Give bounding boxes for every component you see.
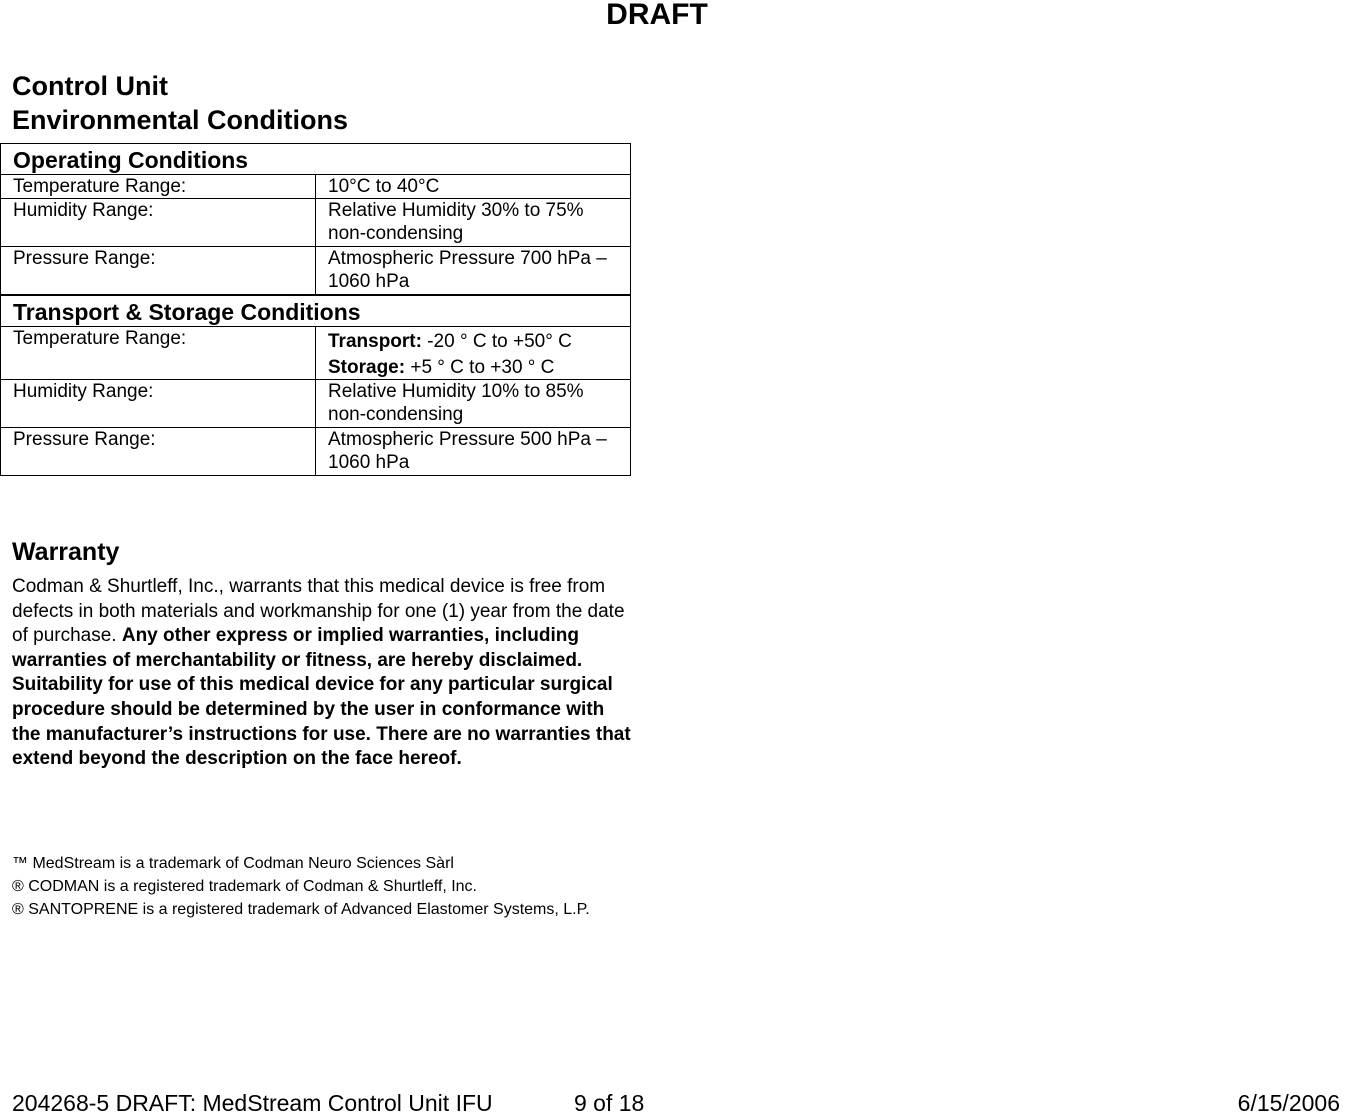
storage-label: Storage: xyxy=(328,357,406,378)
trademark-medstream: ™ MedStream is a trademark of Codman Neuro Sciences Sàrl xyxy=(12,855,454,872)
table-row xyxy=(1,327,631,380)
storage-value: +5 ° C to +30 ° C xyxy=(405,357,555,378)
page-title-control-unit: Control Unit xyxy=(12,71,168,101)
transport-humidity-value: Relative Humidity 10% to 85% non-condensing xyxy=(316,380,631,428)
operating-temperature-value: 10°C to 40°C xyxy=(316,175,631,199)
draft-header: DRAFT xyxy=(606,0,708,31)
transport-line xyxy=(328,330,618,353)
table-row xyxy=(1,199,631,247)
operating-temperature-label: Temperature Range: xyxy=(1,175,316,199)
transport-temperature-value xyxy=(316,327,631,380)
environmental-conditions-table xyxy=(0,143,631,476)
transport-pressure-value: Atmospheric Pressure 500 hPa – 1060 hPa xyxy=(316,428,631,476)
transport-label: Transport: xyxy=(328,331,422,352)
warranty-text xyxy=(12,575,632,772)
warranty-intro: Codman & Shurtleff, Inc., warrants that this medical device is free from defects in both materials and workmanship for one (1) year from the date of purchase. xyxy=(12,576,625,647)
transport-temperature-label: Temperature Range: xyxy=(1,327,316,380)
footer-date: 6/15/2006 xyxy=(1237,1090,1340,1116)
table-row xyxy=(1,247,631,296)
footer-document-id: 204268-5 DRAFT: MedStream Control Unit IFU xyxy=(12,1090,493,1116)
transport-pressure-label: Pressure Range: xyxy=(1,428,316,476)
trademark-santoprene: ® SANTOPRENE is a registered trademark of Advanced Elastomer Systems, L.P. xyxy=(12,901,590,918)
transport-humidity-label: Humidity Range: xyxy=(1,380,316,428)
transport-heading-row xyxy=(1,295,631,327)
warranty-heading: Warranty xyxy=(12,538,120,566)
table-row xyxy=(1,380,631,428)
operating-humidity-value: Relative Humidity 30% to 75% non-condensing xyxy=(316,199,631,247)
operating-conditions-heading: Operating Conditions xyxy=(1,144,631,175)
storage-line xyxy=(328,356,618,379)
operating-humidity-label: Humidity Range: xyxy=(1,199,316,247)
trademark-codman: ® CODMAN is a registered trademark of Codman & Shurtleff, Inc. xyxy=(12,878,477,895)
warranty-disclaimer: Any other express or implied warranties, including warranties of merchantability or fitness, are hereby disclaimed. Suitability for use of this medical device for any particular surgical procedure should be determined by the user in conformance with the manufacturer’s instructions for use. There are no warranties that extend beyond the description on the face hereof. xyxy=(12,625,631,770)
operating-heading-row xyxy=(1,144,631,175)
table-row xyxy=(1,175,631,199)
trademark-notices xyxy=(12,853,612,922)
page-title-environmental-conditions: Environmental Conditions xyxy=(12,105,349,135)
operating-pressure-label: Pressure Range: xyxy=(1,247,316,296)
transport-value: -20 ° C to +50° C xyxy=(421,331,572,352)
transport-storage-heading: Transport & Storage Conditions xyxy=(1,295,631,327)
operating-pressure-value: Atmospheric Pressure 700 hPa – 1060 hPa xyxy=(316,247,631,296)
footer-page-number: 9 of 18 xyxy=(574,1090,645,1116)
table-row xyxy=(1,428,631,476)
